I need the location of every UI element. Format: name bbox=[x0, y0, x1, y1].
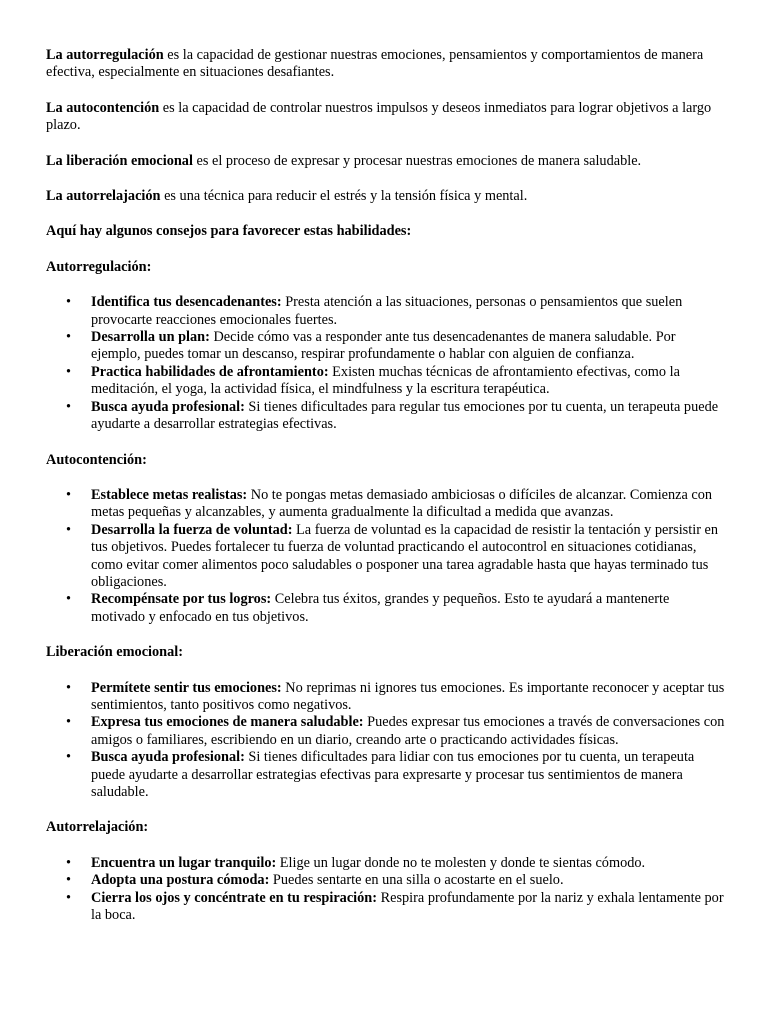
list-item bbox=[66, 363, 726, 399]
bullet-icon: • bbox=[66, 329, 72, 346]
tip-term: Encuentra un lugar tranquilo: bbox=[91, 854, 277, 871]
definition-term: La autorrelajación bbox=[46, 188, 161, 205]
section-title-autorrelajacion: Autorrelajación: bbox=[46, 819, 149, 836]
tip-term: Establece metas realistas: bbox=[91, 486, 248, 503]
bullet-icon: • bbox=[66, 294, 72, 311]
tips-heading: Aquí hay algunos consejos para favorecer estas habilidades: bbox=[46, 223, 412, 240]
tip-term: Practica habilidades de afrontamiento: bbox=[91, 363, 329, 380]
list-item bbox=[66, 679, 726, 715]
list-item bbox=[66, 591, 726, 626]
definition-text: es la capacidad de controlar nuestros impulsos y deseos inmediatos para lograr objetivos a largo plazo. bbox=[46, 99, 712, 134]
tip-text: Si tienes dificultades para regular tus emociones por tu cuenta, un terapeuta puede ayudarte a desarrollar estrategias efectivas. bbox=[91, 398, 719, 433]
tips-list-autorrelajacion bbox=[46, 855, 726, 925]
list-item bbox=[66, 749, 726, 801]
list-item bbox=[66, 294, 726, 329]
tip-text: Existen muchas técnicas de afrontamiento efectivas, como la meditación, el yoga, la actividad física, el mindfulness y la escritura terapéutica. bbox=[91, 363, 680, 398]
section-title-liberacion-emocional: Liberación emocional: bbox=[46, 644, 183, 661]
definition-autorrelajacion bbox=[46, 188, 726, 205]
tip-text: Respira profundamente por la nariz y exhala lentamente por la boca. bbox=[91, 889, 724, 924]
tip-term: Identifica tus desencadenantes: bbox=[91, 294, 282, 311]
tip-term: Expresa tus emociones de manera saludable: bbox=[91, 714, 364, 731]
bullet-icon: • bbox=[66, 398, 72, 415]
tip-term: Busca ayuda profesional: bbox=[91, 749, 245, 766]
definition-text: es la capacidad de gestionar nuestras emociones, pensamientos y comportamientos de manera efectiva, especialmente en situaciones desafiantes. bbox=[46, 47, 704, 81]
section-title-autorregulacion: Autorregulación: bbox=[46, 258, 152, 275]
bullet-icon: • bbox=[66, 872, 72, 889]
bullet-icon: • bbox=[66, 889, 72, 906]
tip-term: Desarrolla un plan: bbox=[91, 329, 210, 346]
tip-text: No te pongas metas demasiado ambiciosas o difíciles de alcanzar. Comienza con metas pequeñas y alcanzables, y aumenta gradualmente la dificultad a medida que avanzas. bbox=[91, 486, 713, 521]
tip-term: Busca ayuda profesional: bbox=[91, 398, 245, 415]
bullet-icon: • bbox=[66, 521, 72, 538]
tip-text: Elige un lugar donde no te molesten y donde te sientas cómodo. bbox=[276, 854, 646, 871]
definition-text: es el proceso de expresar y procesar nuestras emociones de manera saludable. bbox=[192, 152, 642, 169]
bullet-icon: • bbox=[66, 854, 72, 871]
bullet-icon: • bbox=[66, 679, 72, 696]
tip-text: Presta atención a las situaciones, personas o pensamientos que suelen provocarte reacciones emocionales fuertes. bbox=[91, 294, 683, 328]
tip-term: Recompénsate por tus logros: bbox=[91, 591, 272, 608]
tip-text: Puedes sentarte en una silla o acostarte en el suelo. bbox=[269, 872, 564, 889]
tips-list-autocontencion bbox=[46, 487, 726, 626]
bullet-icon: • bbox=[66, 749, 72, 766]
definition-autocontencion bbox=[46, 100, 726, 135]
list-item bbox=[66, 486, 726, 522]
tip-term: Cierra los ojos y concéntrate en tu respiración: bbox=[91, 889, 378, 906]
bullet-icon: • bbox=[66, 486, 72, 503]
list-item bbox=[66, 714, 726, 749]
list-item bbox=[66, 889, 726, 925]
list-item bbox=[66, 854, 726, 872]
tip-text: Celebra tus éxitos, grandes y pequeños. Esto te ayudará a mantenerte motivado y enfocado en tus objetivos. bbox=[91, 591, 670, 625]
definition-text: es una técnica para reducir el estrés y la tensión física y mental. bbox=[160, 188, 528, 205]
list-item bbox=[66, 872, 726, 889]
list-item bbox=[66, 521, 726, 592]
tip-term: Permítete sentir tus emociones: bbox=[91, 679, 282, 696]
tip-term: Desarrolla la fuerza de voluntad: bbox=[91, 521, 293, 538]
document-page bbox=[46, 47, 726, 942]
list-item bbox=[66, 329, 726, 364]
tip-text: No reprimas ni ignores tus emociones. Es importante reconocer y aceptar tus sentimientos, tanto positivos como negativos. bbox=[91, 679, 725, 713]
tip-text: La fuerza de voluntad es la capacidad de resistir la tentación y persistir en tus objetivos. Puedes fortalecer tu fuerza de voluntad practicando el autocontrol en situaciones cotidianas, como evitar comer alimentos poco saludables o posponer una tarea agradable hasta que hayas terminado tus obligaciones. bbox=[91, 521, 719, 590]
definition-autorregulacion bbox=[46, 47, 726, 82]
section-title-autocontencion: Autocontención: bbox=[46, 451, 147, 468]
bullet-icon: • bbox=[66, 591, 72, 608]
tips-list-autorregulacion bbox=[46, 294, 726, 433]
definition-liberacion-emocional bbox=[46, 153, 726, 170]
tip-text: Decide cómo vas a responder ante tus desencadenantes de manera saludable. Por ejemplo, puedes tomar un descanso, respirar profundamente o hablar con alguien de confianza. bbox=[91, 329, 676, 363]
definition-term: La liberación emocional bbox=[46, 152, 193, 169]
list-item bbox=[66, 398, 726, 434]
tip-term: Adopta una postura cómoda: bbox=[91, 872, 270, 889]
bullet-icon: • bbox=[66, 714, 72, 731]
tip-text: Si tienes dificultades para lidiar con tus emociones por tu cuenta, un terapeuta puede ayudarte a desarrollar estrategias efectivas para expresarte y procesar tus sentimientos de manera saludable. bbox=[91, 749, 695, 800]
bullet-icon: • bbox=[66, 363, 72, 380]
definition-term: La autorregulación bbox=[46, 47, 164, 63]
tip-text: Puedes expresar tus emociones a través de conversaciones con amigos o familiares, escribiendo en un diario, creando arte o practicando actividades físicas. bbox=[91, 714, 725, 748]
tips-list-liberacion-emocional bbox=[46, 680, 726, 802]
definition-term: La autocontención bbox=[46, 99, 160, 116]
